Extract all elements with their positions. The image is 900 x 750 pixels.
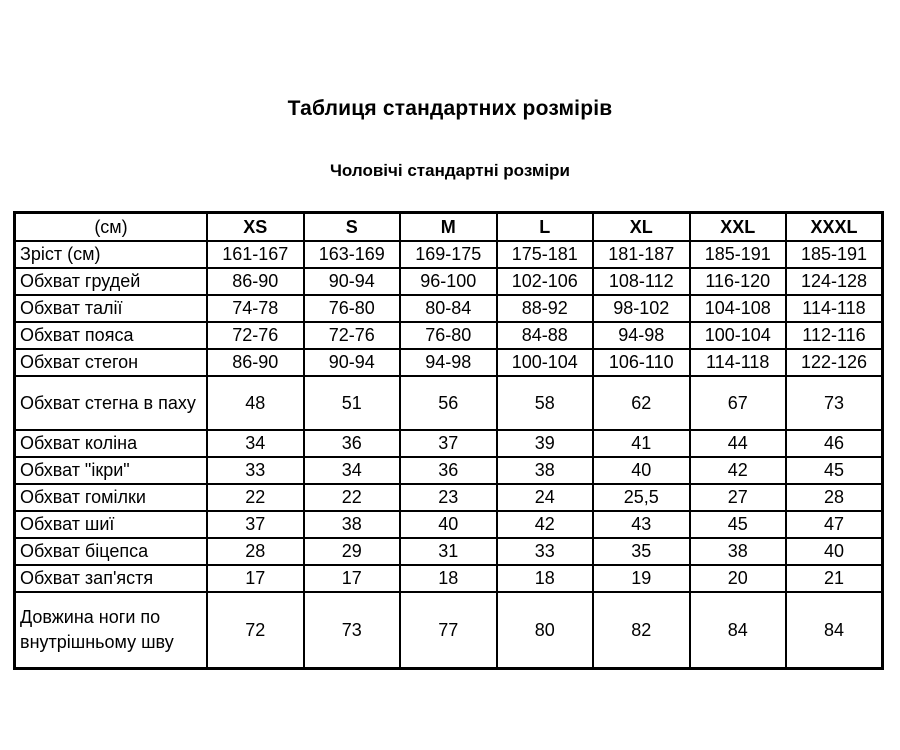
value-cell: 56: [400, 376, 497, 430]
value-cell: 82: [593, 592, 690, 669]
value-cell: 175-181: [497, 241, 594, 268]
table-row: [15, 457, 883, 484]
value-cell: 23: [400, 484, 497, 511]
value-cell: 29: [304, 538, 401, 565]
value-cell: 46: [786, 430, 883, 457]
table-row: [15, 484, 883, 511]
row-label: Обхват стегна в паху: [15, 376, 208, 430]
value-cell: 100-104: [497, 349, 594, 376]
value-cell: 47: [786, 511, 883, 538]
value-cell: 35: [593, 538, 690, 565]
value-cell: 96-100: [400, 268, 497, 295]
value-cell: 84: [690, 592, 787, 669]
value-cell: 28: [786, 484, 883, 511]
value-cell: 86-90: [207, 349, 304, 376]
value-cell: 104-108: [690, 295, 787, 322]
value-cell: 73: [304, 592, 401, 669]
value-cell: 36: [304, 430, 401, 457]
row-label: Обхват коліна: [15, 430, 208, 457]
value-cell: 42: [497, 511, 594, 538]
value-cell: 116-120: [690, 268, 787, 295]
value-cell: 17: [207, 565, 304, 592]
value-cell: 36: [400, 457, 497, 484]
value-cell: 90-94: [304, 349, 401, 376]
page-subtitle: Чоловічі стандартні розміри: [329, 161, 570, 180]
value-cell: 161-167: [207, 241, 304, 268]
value-cell: 21: [786, 565, 883, 592]
table-row: [15, 565, 883, 592]
value-cell: 40: [786, 538, 883, 565]
page-title: Таблиця стандартних розмірів: [287, 97, 613, 120]
value-cell: 34: [304, 457, 401, 484]
value-cell: 42: [690, 457, 787, 484]
value-cell: 73: [786, 376, 883, 430]
size-header-s: S: [304, 213, 401, 242]
value-cell: 17: [304, 565, 401, 592]
value-cell: 163-169: [304, 241, 401, 268]
value-cell: 124-128: [786, 268, 883, 295]
value-cell: 100-104: [690, 322, 787, 349]
row-label: Обхват шиї: [15, 511, 208, 538]
value-cell: 31: [400, 538, 497, 565]
value-cell: 76-80: [304, 295, 401, 322]
value-cell: 80-84: [400, 295, 497, 322]
value-cell: 90-94: [304, 268, 401, 295]
value-cell: 34: [207, 430, 304, 457]
value-cell: 28: [207, 538, 304, 565]
table-row: [15, 349, 883, 376]
size-header-l: L: [497, 213, 594, 242]
value-cell: 102-106: [497, 268, 594, 295]
value-cell: 114-118: [690, 349, 787, 376]
value-cell: 72-76: [304, 322, 401, 349]
row-label: Обхват зап'ястя: [15, 565, 208, 592]
size-header-xs: XS: [207, 213, 304, 242]
row-label: Обхват пояса: [15, 322, 208, 349]
value-cell: 86-90: [207, 268, 304, 295]
value-cell: 72-76: [207, 322, 304, 349]
header-row: [15, 213, 883, 242]
value-cell: 48: [207, 376, 304, 430]
value-cell: 44: [690, 430, 787, 457]
value-cell: 88-92: [497, 295, 594, 322]
value-cell: 94-98: [400, 349, 497, 376]
table-row: [15, 511, 883, 538]
value-cell: 169-175: [400, 241, 497, 268]
value-cell: 45: [690, 511, 787, 538]
value-cell: 67: [690, 376, 787, 430]
value-cell: 122-126: [786, 349, 883, 376]
size-table: [13, 211, 884, 670]
table-row: [15, 241, 883, 268]
value-cell: 185-191: [690, 241, 787, 268]
size-header-xxl: XXL: [690, 213, 787, 242]
value-cell: 33: [497, 538, 594, 565]
table-row: [15, 295, 883, 322]
value-cell: 112-116: [786, 322, 883, 349]
value-cell: 38: [690, 538, 787, 565]
value-cell: 106-110: [593, 349, 690, 376]
table-row: [15, 376, 883, 430]
row-label: Обхват біцепса: [15, 538, 208, 565]
size-header-xl: XL: [593, 213, 690, 242]
size-header-xxxl: XXXL: [786, 213, 883, 242]
value-cell: 185-191: [786, 241, 883, 268]
value-cell: 37: [207, 511, 304, 538]
value-cell: 19: [593, 565, 690, 592]
value-cell: 33: [207, 457, 304, 484]
value-cell: 76-80: [400, 322, 497, 349]
value-cell: 18: [497, 565, 594, 592]
value-cell: 181-187: [593, 241, 690, 268]
value-cell: 62: [593, 376, 690, 430]
size-table-body: [15, 241, 883, 669]
value-cell: 18: [400, 565, 497, 592]
value-cell: 40: [400, 511, 497, 538]
size-table-head: [15, 213, 883, 242]
row-label: Зріст (см): [15, 241, 208, 268]
value-cell: 27: [690, 484, 787, 511]
value-cell: 114-118: [786, 295, 883, 322]
value-cell: 38: [497, 457, 594, 484]
value-cell: 74-78: [207, 295, 304, 322]
value-cell: 84-88: [497, 322, 594, 349]
value-cell: 98-102: [593, 295, 690, 322]
row-label: Довжина ноги по внутрішньому шву: [15, 592, 208, 669]
value-cell: 37: [400, 430, 497, 457]
value-cell: 51: [304, 376, 401, 430]
value-cell: 25,5: [593, 484, 690, 511]
value-cell: 38: [304, 511, 401, 538]
table-row: [15, 592, 883, 669]
value-cell: 20: [690, 565, 787, 592]
value-cell: 94-98: [593, 322, 690, 349]
value-cell: 45: [786, 457, 883, 484]
unit-header-cell: (см): [15, 213, 208, 242]
table-row: [15, 268, 883, 295]
row-label: Обхват грудей: [15, 268, 208, 295]
row-label: Обхват стегон: [15, 349, 208, 376]
value-cell: 40: [593, 457, 690, 484]
row-label: Обхват талії: [15, 295, 208, 322]
value-cell: 43: [593, 511, 690, 538]
value-cell: 58: [497, 376, 594, 430]
size-header-m: M: [400, 213, 497, 242]
table-row: [15, 430, 883, 457]
table-row: [15, 538, 883, 565]
value-cell: 22: [207, 484, 304, 511]
value-cell: 77: [400, 592, 497, 669]
row-label: Обхват гомілки: [15, 484, 208, 511]
value-cell: 84: [786, 592, 883, 669]
value-cell: 108-112: [593, 268, 690, 295]
row-label: Обхват "ікри": [15, 457, 208, 484]
value-cell: 39: [497, 430, 594, 457]
value-cell: 24: [497, 484, 594, 511]
table-row: [15, 322, 883, 349]
value-cell: 80: [497, 592, 594, 669]
value-cell: 22: [304, 484, 401, 511]
value-cell: 41: [593, 430, 690, 457]
value-cell: 72: [207, 592, 304, 669]
